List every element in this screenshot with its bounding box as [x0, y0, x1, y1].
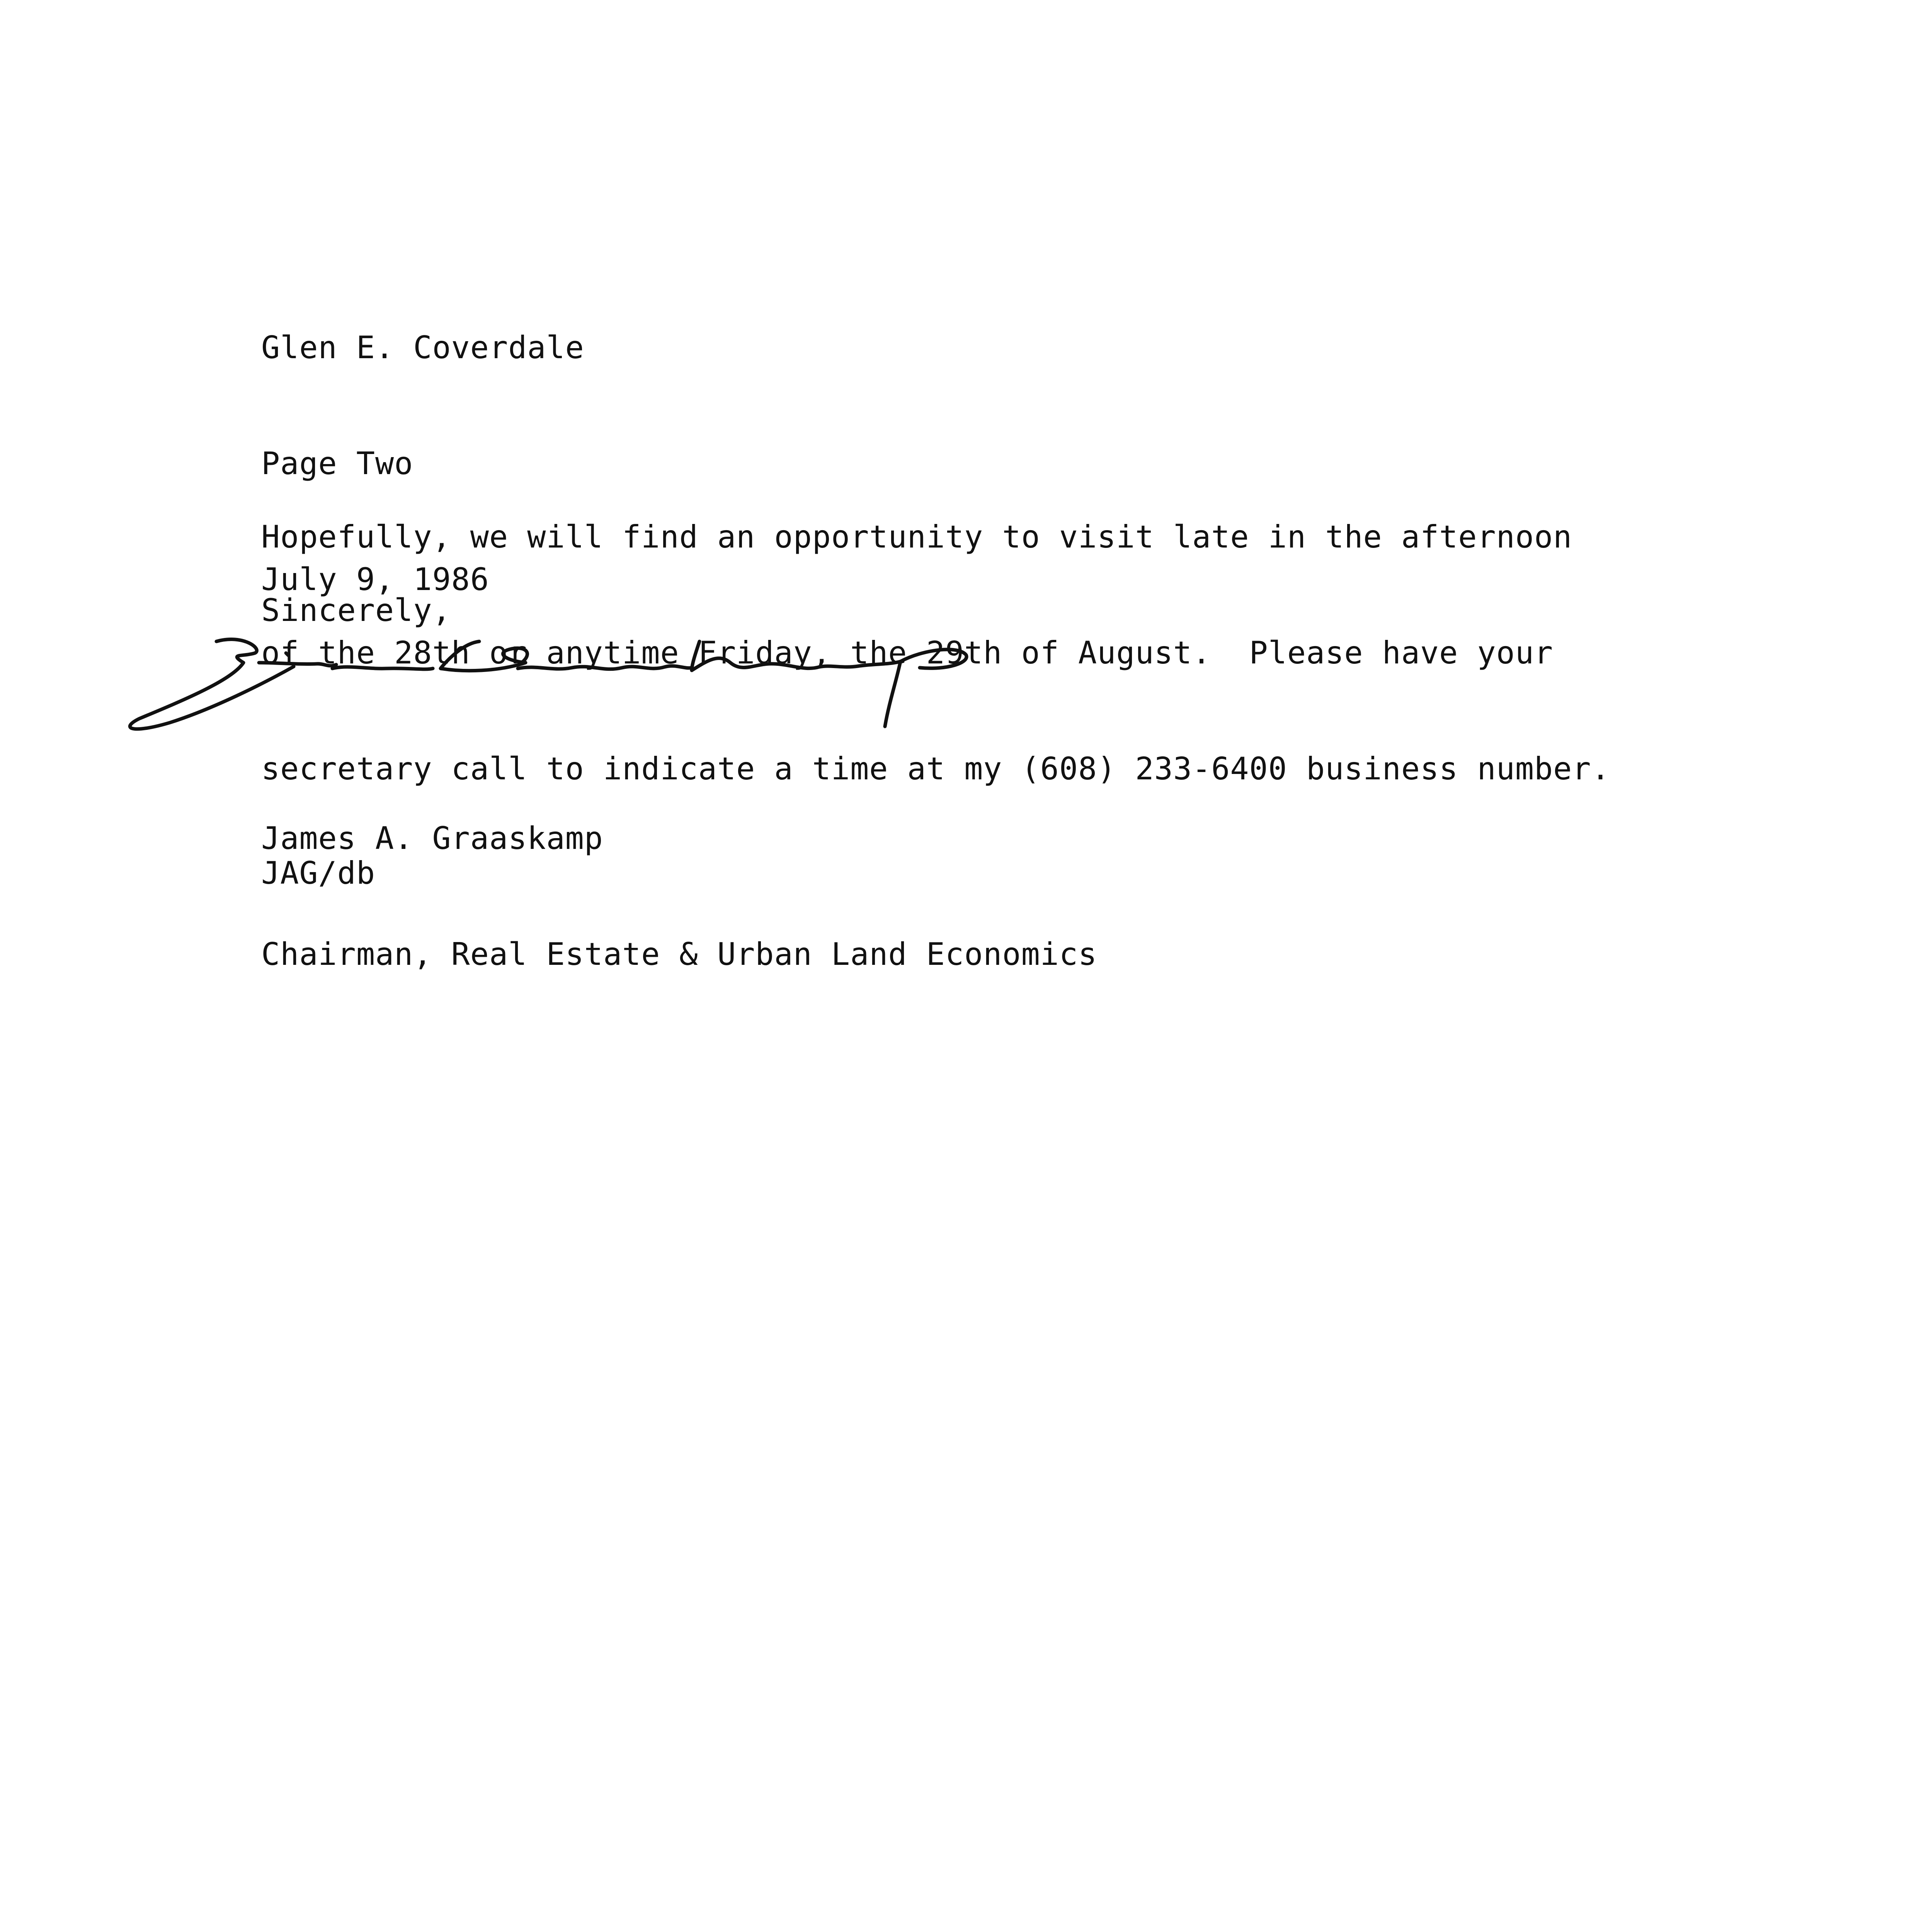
signer-name: James A. Graaskamp — [261, 820, 603, 856]
signature-block — [261, 742, 1097, 1051]
body-line: of the 28th or anytime Friday, the 29th of August. Please have your — [261, 635, 1554, 671]
recipient-name: Glen E. Coverdale — [261, 330, 584, 366]
body-line: secretary call to indicate a time at my (608) 233-6400 business number. — [261, 751, 1610, 787]
signer-title: Chairman, Real Estate & Urban Land Economics — [261, 936, 1098, 972]
reference-initials: JAG/db — [261, 855, 375, 891]
handwritten-signature — [116, 626, 1012, 742]
letter-date: July 9, 1986 — [261, 561, 489, 597]
page-number: Page Two — [261, 446, 413, 481]
body-line: Hopefully, we will find an opportunity to visit late in the afternoon — [261, 519, 1572, 555]
closing-salutation: Sincerely, — [261, 592, 451, 628]
